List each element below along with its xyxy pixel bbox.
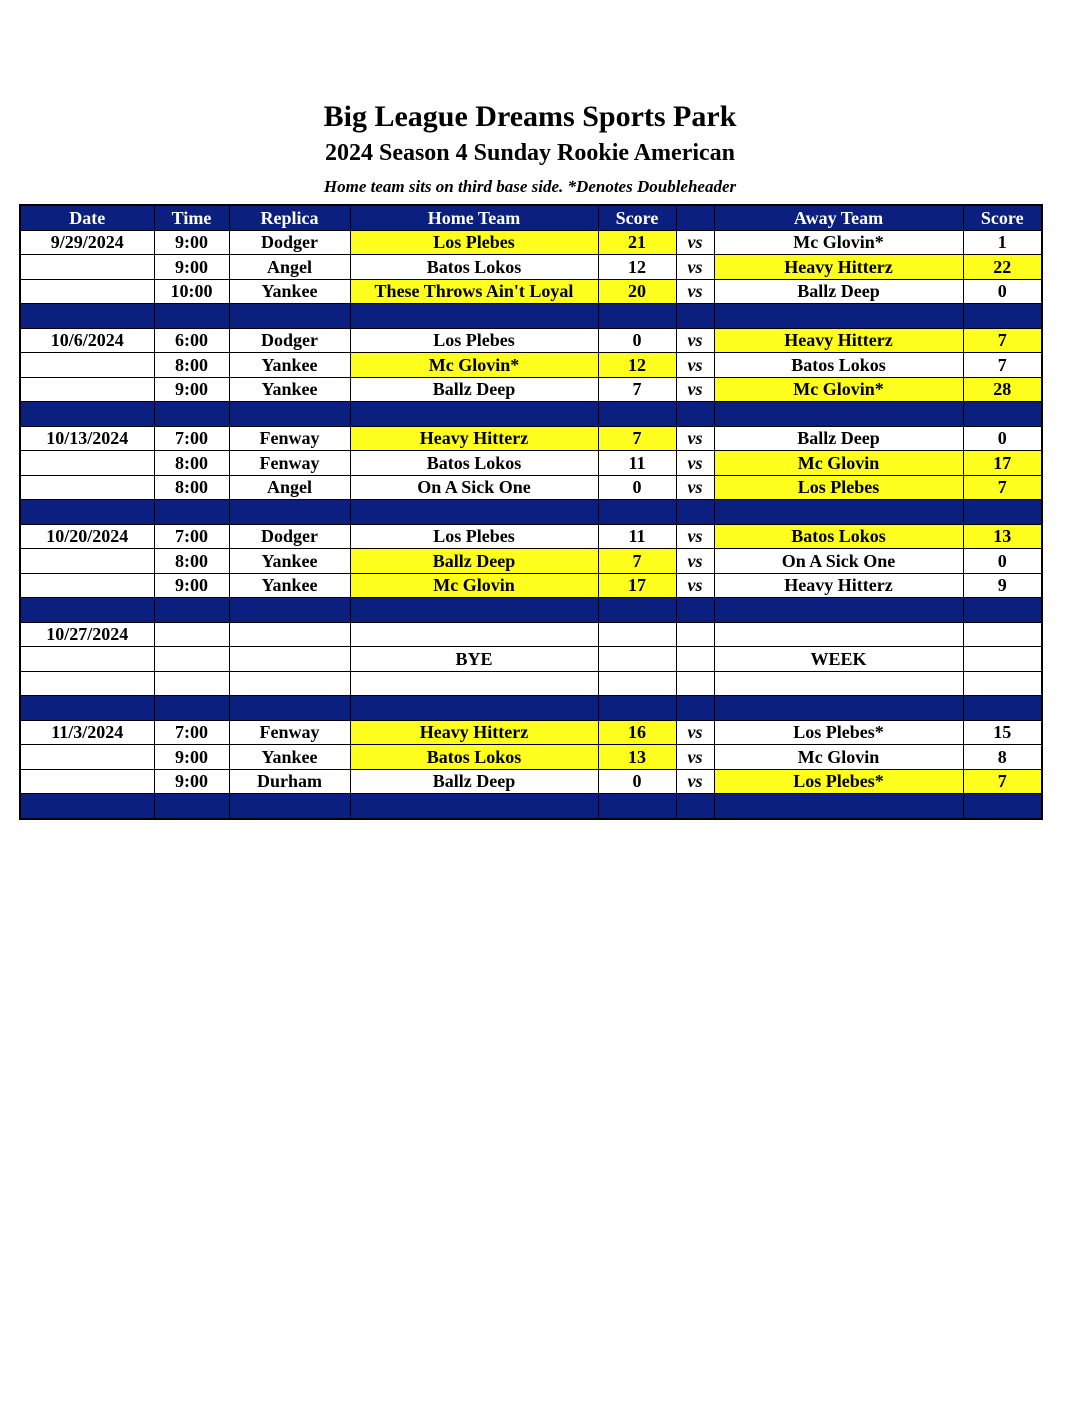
home-team: These Throws Ain't Loyal	[350, 279, 598, 304]
table-row	[20, 328, 1042, 353]
game-date	[20, 451, 154, 476]
separator-cell	[20, 696, 154, 721]
game-date	[20, 475, 154, 500]
home-score: 20	[598, 279, 676, 304]
replica-field: Angel	[229, 475, 350, 500]
away-team: WEEK	[714, 647, 963, 672]
separator-cell	[154, 304, 229, 329]
home-score: 16	[598, 720, 676, 745]
game-time: 9:00	[154, 745, 229, 770]
away-score: 15	[963, 720, 1042, 745]
game-time: 9:00	[154, 377, 229, 402]
home-score: 21	[598, 230, 676, 255]
home-team: Heavy Hitterz	[350, 720, 598, 745]
away-team: Mc Glovin	[714, 451, 963, 476]
replica-field: Fenway	[229, 451, 350, 476]
game-time: 6:00	[154, 328, 229, 353]
col-header-date: Date	[20, 205, 154, 230]
col-header-replica: Replica	[229, 205, 350, 230]
separator-cell	[229, 794, 350, 819]
away-score	[963, 647, 1042, 672]
away-team	[714, 671, 963, 696]
away-team: Batos Lokos	[714, 524, 963, 549]
replica-field: Yankee	[229, 279, 350, 304]
replica-field	[229, 671, 350, 696]
separator-cell	[598, 304, 676, 329]
home-score	[598, 671, 676, 696]
table-header-row	[20, 205, 1042, 230]
separator-cell	[229, 402, 350, 427]
separator-cell	[714, 696, 963, 721]
replica-field: Yankee	[229, 353, 350, 378]
replica-field: Angel	[229, 255, 350, 280]
table-row	[20, 475, 1042, 500]
vs-label	[676, 647, 714, 672]
home-team: BYE	[350, 647, 598, 672]
home-team: Los Plebes	[350, 328, 598, 353]
game-time	[154, 671, 229, 696]
table-row	[20, 426, 1042, 451]
separator-cell	[20, 500, 154, 525]
separator-cell	[963, 304, 1042, 329]
separator-cell	[154, 598, 229, 623]
away-team: Los Plebes*	[714, 769, 963, 794]
home-team	[350, 622, 598, 647]
game-date	[20, 549, 154, 574]
game-time: 8:00	[154, 451, 229, 476]
home-team: Mc Glovin*	[350, 353, 598, 378]
game-date: 10/6/2024	[20, 328, 154, 353]
replica-field: Yankee	[229, 549, 350, 574]
away-score: 0	[963, 426, 1042, 451]
separator-cell	[229, 696, 350, 721]
home-team: Los Plebes	[350, 524, 598, 549]
home-team: Batos Lokos	[350, 255, 598, 280]
game-time: 8:00	[154, 353, 229, 378]
replica-field	[229, 622, 350, 647]
separator-cell	[963, 696, 1042, 721]
home-score: 11	[598, 451, 676, 476]
col-header-home-score: Score	[598, 205, 676, 230]
separator-cell	[350, 794, 598, 819]
vs-label: vs	[676, 279, 714, 304]
game-time	[154, 647, 229, 672]
replica-field: Dodger	[229, 524, 350, 549]
separator-cell	[676, 696, 714, 721]
away-team	[714, 622, 963, 647]
table-row	[20, 451, 1042, 476]
game-date	[20, 255, 154, 280]
week-separator-row	[20, 696, 1042, 721]
home-score: 0	[598, 328, 676, 353]
away-team: Heavy Hitterz	[714, 255, 963, 280]
away-score: 17	[963, 451, 1042, 476]
page-title: Big League Dreams Sports Park	[323, 100, 737, 133]
separator-cell	[350, 500, 598, 525]
away-score: 22	[963, 255, 1042, 280]
separator-cell	[20, 304, 154, 329]
col-header-time: Time	[154, 205, 229, 230]
vs-label: vs	[676, 377, 714, 402]
separator-cell	[676, 500, 714, 525]
home-team: Batos Lokos	[350, 745, 598, 770]
separator-cell	[714, 304, 963, 329]
vs-label	[676, 671, 714, 696]
home-score: 0	[598, 475, 676, 500]
vs-label: vs	[676, 475, 714, 500]
replica-field: Fenway	[229, 426, 350, 451]
week-separator-row	[20, 598, 1042, 623]
game-time: 9:00	[154, 573, 229, 598]
game-time	[154, 622, 229, 647]
away-score: 8	[963, 745, 1042, 770]
game-time: 9:00	[154, 769, 229, 794]
away-team: Los Plebes*	[714, 720, 963, 745]
separator-cell	[20, 598, 154, 623]
game-date: 11/3/2024	[20, 720, 154, 745]
separator-cell	[154, 696, 229, 721]
table-row	[20, 647, 1042, 672]
game-time: 7:00	[154, 426, 229, 451]
vs-label: vs	[676, 549, 714, 574]
away-team: Mc Glovin	[714, 745, 963, 770]
separator-cell	[676, 598, 714, 623]
away-score	[963, 671, 1042, 696]
home-team: Batos Lokos	[350, 451, 598, 476]
home-score: 7	[598, 426, 676, 451]
vs-label: vs	[676, 745, 714, 770]
week-separator-row	[20, 794, 1042, 819]
schedule-table	[19, 204, 1043, 820]
separator-cell	[350, 304, 598, 329]
col-header-vs	[676, 205, 714, 230]
away-score: 7	[963, 328, 1042, 353]
table-row	[20, 279, 1042, 304]
vs-label: vs	[676, 255, 714, 280]
separator-cell	[963, 598, 1042, 623]
home-score: 17	[598, 573, 676, 598]
replica-field: Dodger	[229, 328, 350, 353]
home-score: 13	[598, 745, 676, 770]
game-date	[20, 671, 154, 696]
separator-cell	[229, 304, 350, 329]
away-score: 1	[963, 230, 1042, 255]
game-date	[20, 769, 154, 794]
col-header-home-team: Home Team	[350, 205, 598, 230]
vs-label: vs	[676, 720, 714, 745]
game-date	[20, 353, 154, 378]
home-score	[598, 622, 676, 647]
schedule-body	[20, 230, 1042, 819]
replica-field: Durham	[229, 769, 350, 794]
replica-field: Yankee	[229, 745, 350, 770]
game-time: 7:00	[154, 720, 229, 745]
week-separator-row	[20, 500, 1042, 525]
col-header-away-team: Away Team	[714, 205, 963, 230]
game-time: 8:00	[154, 549, 229, 574]
away-score: 0	[963, 279, 1042, 304]
vs-label: vs	[676, 230, 714, 255]
home-team: Los Plebes	[350, 230, 598, 255]
away-team: Batos Lokos	[714, 353, 963, 378]
separator-cell	[20, 794, 154, 819]
replica-field: Fenway	[229, 720, 350, 745]
replica-field	[229, 647, 350, 672]
game-date	[20, 647, 154, 672]
vs-label: vs	[676, 451, 714, 476]
vs-label: vs	[676, 573, 714, 598]
away-team: Ballz Deep	[714, 279, 963, 304]
table-row	[20, 745, 1042, 770]
table-row	[20, 573, 1042, 598]
separator-cell	[229, 598, 350, 623]
table-row	[20, 255, 1042, 280]
home-score	[598, 647, 676, 672]
replica-field: Dodger	[229, 230, 350, 255]
away-team: Los Plebes	[714, 475, 963, 500]
vs-label: vs	[676, 353, 714, 378]
separator-cell	[154, 402, 229, 427]
week-separator-row	[20, 402, 1042, 427]
separator-cell	[154, 500, 229, 525]
game-time: 10:00	[154, 279, 229, 304]
separator-cell	[598, 794, 676, 819]
away-score: 7	[963, 769, 1042, 794]
table-row	[20, 353, 1042, 378]
replica-field: Yankee	[229, 377, 350, 402]
vs-label	[676, 622, 714, 647]
away-score: 13	[963, 524, 1042, 549]
away-team: Mc Glovin*	[714, 230, 963, 255]
separator-cell	[714, 598, 963, 623]
separator-cell	[676, 304, 714, 329]
vs-label: vs	[676, 769, 714, 794]
separator-cell	[20, 402, 154, 427]
table-row	[20, 377, 1042, 402]
home-team: On A Sick One	[350, 475, 598, 500]
away-team: Heavy Hitterz	[714, 328, 963, 353]
separator-cell	[963, 794, 1042, 819]
separator-cell	[963, 500, 1042, 525]
separator-cell	[676, 794, 714, 819]
away-team: Heavy Hitterz	[714, 573, 963, 598]
separator-cell	[350, 598, 598, 623]
separator-cell	[350, 696, 598, 721]
table-row	[20, 230, 1042, 255]
separator-cell	[714, 794, 963, 819]
separator-cell	[714, 402, 963, 427]
away-team: Ballz Deep	[714, 426, 963, 451]
table-row	[20, 720, 1042, 745]
home-score: 12	[598, 353, 676, 378]
home-team: Ballz Deep	[350, 549, 598, 574]
vs-label: vs	[676, 426, 714, 451]
separator-cell	[229, 500, 350, 525]
game-time: 8:00	[154, 475, 229, 500]
vs-label: vs	[676, 524, 714, 549]
separator-cell	[154, 794, 229, 819]
home-score: 0	[598, 769, 676, 794]
home-score: 11	[598, 524, 676, 549]
away-team: On A Sick One	[714, 549, 963, 574]
away-score	[963, 622, 1042, 647]
game-time: 9:00	[154, 255, 229, 280]
week-separator-row	[20, 304, 1042, 329]
separator-cell	[676, 402, 714, 427]
replica-field: Yankee	[229, 573, 350, 598]
separator-cell	[598, 402, 676, 427]
separator-cell	[598, 500, 676, 525]
home-team	[350, 671, 598, 696]
separator-cell	[598, 598, 676, 623]
home-score: 7	[598, 377, 676, 402]
table-row	[20, 769, 1042, 794]
game-date	[20, 745, 154, 770]
table-row	[20, 622, 1042, 647]
away-score: 7	[963, 353, 1042, 378]
home-score: 12	[598, 255, 676, 280]
separator-cell	[714, 500, 963, 525]
separator-cell	[963, 402, 1042, 427]
table-row	[20, 671, 1042, 696]
game-date	[20, 279, 154, 304]
game-date: 9/29/2024	[20, 230, 154, 255]
page-note: Home team sits on third base side. *Denotes Doubleheader	[323, 177, 737, 196]
col-header-away-score: Score	[963, 205, 1042, 230]
home-team: Ballz Deep	[350, 769, 598, 794]
home-team: Ballz Deep	[350, 377, 598, 402]
game-date	[20, 377, 154, 402]
home-team: Mc Glovin	[350, 573, 598, 598]
home-team: Heavy Hitterz	[350, 426, 598, 451]
away-score: 7	[963, 475, 1042, 500]
table-row	[20, 524, 1042, 549]
away-score: 28	[963, 377, 1042, 402]
vs-label: vs	[676, 328, 714, 353]
separator-cell	[598, 696, 676, 721]
away-score: 9	[963, 573, 1042, 598]
game-date: 10/27/2024	[20, 622, 154, 647]
home-score: 7	[598, 549, 676, 574]
table-row	[20, 549, 1042, 574]
separator-cell	[350, 402, 598, 427]
game-time: 7:00	[154, 524, 229, 549]
away-score: 0	[963, 549, 1042, 574]
away-team: Mc Glovin*	[714, 377, 963, 402]
game-date	[20, 573, 154, 598]
game-time: 9:00	[154, 230, 229, 255]
page-subtitle: 2024 Season 4 Sunday Rookie American	[324, 140, 736, 166]
game-date: 10/20/2024	[20, 524, 154, 549]
game-date: 10/13/2024	[20, 426, 154, 451]
